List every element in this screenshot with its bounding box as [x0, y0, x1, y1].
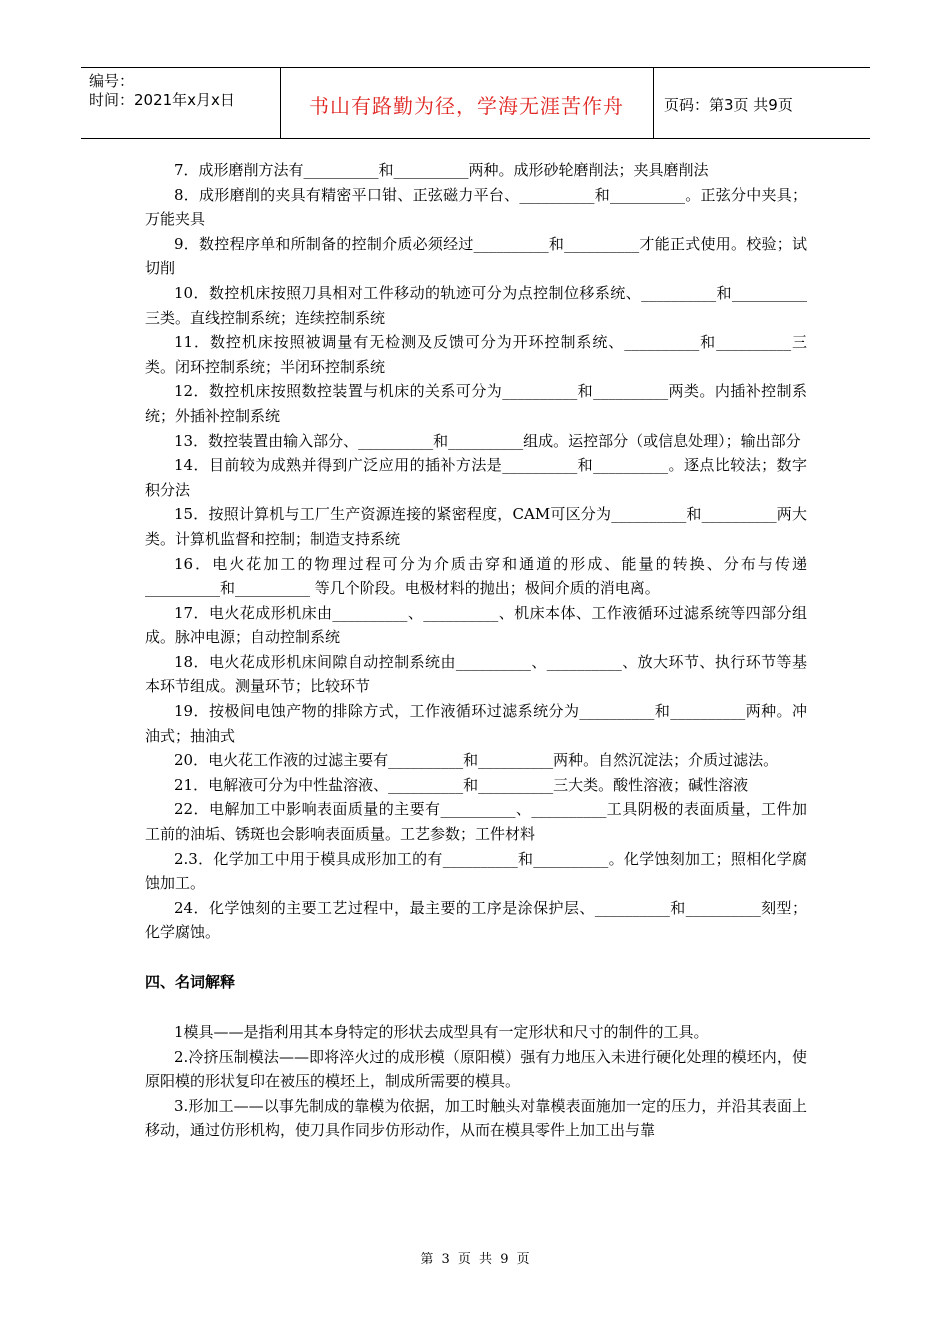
- question-item: 19．按极间电蚀产物的排除方式，工作液循环过滤系统分为__________和__________两种。冲油式；抽油式: [145, 702, 807, 745]
- document-time-label: 时间：2021年x月x日: [89, 91, 235, 109]
- question-item: 7．成形磨削方法有__________和__________两种。成形砂轮磨削法；夹具磨削法: [174, 161, 709, 179]
- question-item: 11．数控机床按照被调量有无检测及反馈可分为开环控制系统、__________和__________三类。闭环控制系统；半闭环控制系统: [145, 333, 807, 376]
- header-motto-cell: [280, 68, 654, 138]
- header-motto: 书山有路勤为径，学海无涯苦作舟: [309, 94, 624, 118]
- header-meta-cell: [81, 68, 281, 138]
- question-item: 17．电火花成形机床由__________、__________、机床本体、工作液循环过滤系统等四部分组成。脉冲电源；自动控制系统: [145, 603, 807, 647]
- question-item: 16．电火花加工的物理过程可分为介质击穿和通道的形成、能量的转换、分布与传递__________和__________ 等几个阶段。电极材料的抛出；极间介质的消电离。: [145, 554, 807, 598]
- definition-item: 2.冷挤压制模法——即将淬火过的成形模（原阳模）强有力地压入未进行硬化处理的模坯内，使原阳模的形状复印在被压的模坯上，制成所需要的模具。: [145, 1047, 807, 1091]
- section-title: 四、名词解释: [145, 973, 236, 991]
- question-item: 20．电火花工作液的过滤主要有__________和__________两种。自然沉淀法；介质过滤法。: [174, 751, 779, 770]
- question-item: 13．数控装置由输入部分、__________和__________组成。运控部分（或信息处理）；输出部分: [174, 431, 801, 450]
- document-body: [145, 158, 807, 1143]
- definition-item: 1模具——是指利用其本身特定的形状去成型具有一定形状和尺寸的制件的工具。: [174, 1023, 709, 1041]
- question-item: 2.3．化学加工中用于模具成形加工的有__________和__________。化学蚀刻加工；照相化学腐蚀加工。: [145, 849, 807, 893]
- question-item: 14．目前较为成熟并得到广泛应用的插补方法是__________和__________。逐点比较法；数字积分法: [145, 456, 807, 499]
- document-number-label: 编号：: [89, 72, 135, 90]
- page-footer: 第 3 页 共 9 页: [420, 1252, 530, 1267]
- question-item: 12．数控机床按照数控装置与机床的关系可分为__________和__________两类。内插补控制系统；外插补控制系统: [145, 382, 807, 425]
- page-header: [81, 67, 870, 139]
- question-item: 21．电解液可分为中性盐溶液、__________和__________三大类。酸性溶液；碱性溶液: [174, 775, 749, 794]
- question-item: 10．数控机床按照刀具相对工件移动的轨迹可分为点控制位移系统、__________和__________三类。直线控制系统；连续控制系统: [145, 283, 807, 327]
- question-item: 9．数控程序单和所制备的控制介质必须经过__________和__________才能正式使用。校验；试切削: [145, 234, 807, 278]
- question-item: 18．电火花成形机床间隙自动控制系统由__________、__________、放大环节、执行环节等基本环节组成。测量环节；比较环节: [145, 652, 807, 696]
- definition-item: 3.形加工——以事先制成的靠模为依据，加工时触头对靠模表面施加一定的压力，并沿其表面上移动，通过仿形机构，使刀具作同步仿形动作，从而在模具零件上加工出与靠: [145, 1096, 807, 1140]
- question-item: 8．成形磨削的夹具有精密平口钳、正弦磁力平台、__________和__________。正弦分中夹具；万能夹具: [145, 185, 807, 229]
- question-item: 22．电解加工中影响表面质量的主要有__________、__________工具阴极的表面质量，工件加工前的油垢、锈斑也会影响表面质量。工艺参数；工件材料: [145, 800, 807, 844]
- question-item: 15．按照计算机与工厂生产资源连接的紧密程度，CAM可区分为__________和__________两大类。计算机监督和控制；制造支持系统: [145, 505, 807, 548]
- header-page-cell: [654, 68, 870, 138]
- question-item: 24．化学蚀刻的主要工艺过程中，最主要的工序是涂保护层、__________和__________刻型；化学腐蚀。: [145, 898, 807, 942]
- header-page-info: 页码：第3页 共9页: [664, 96, 793, 114]
